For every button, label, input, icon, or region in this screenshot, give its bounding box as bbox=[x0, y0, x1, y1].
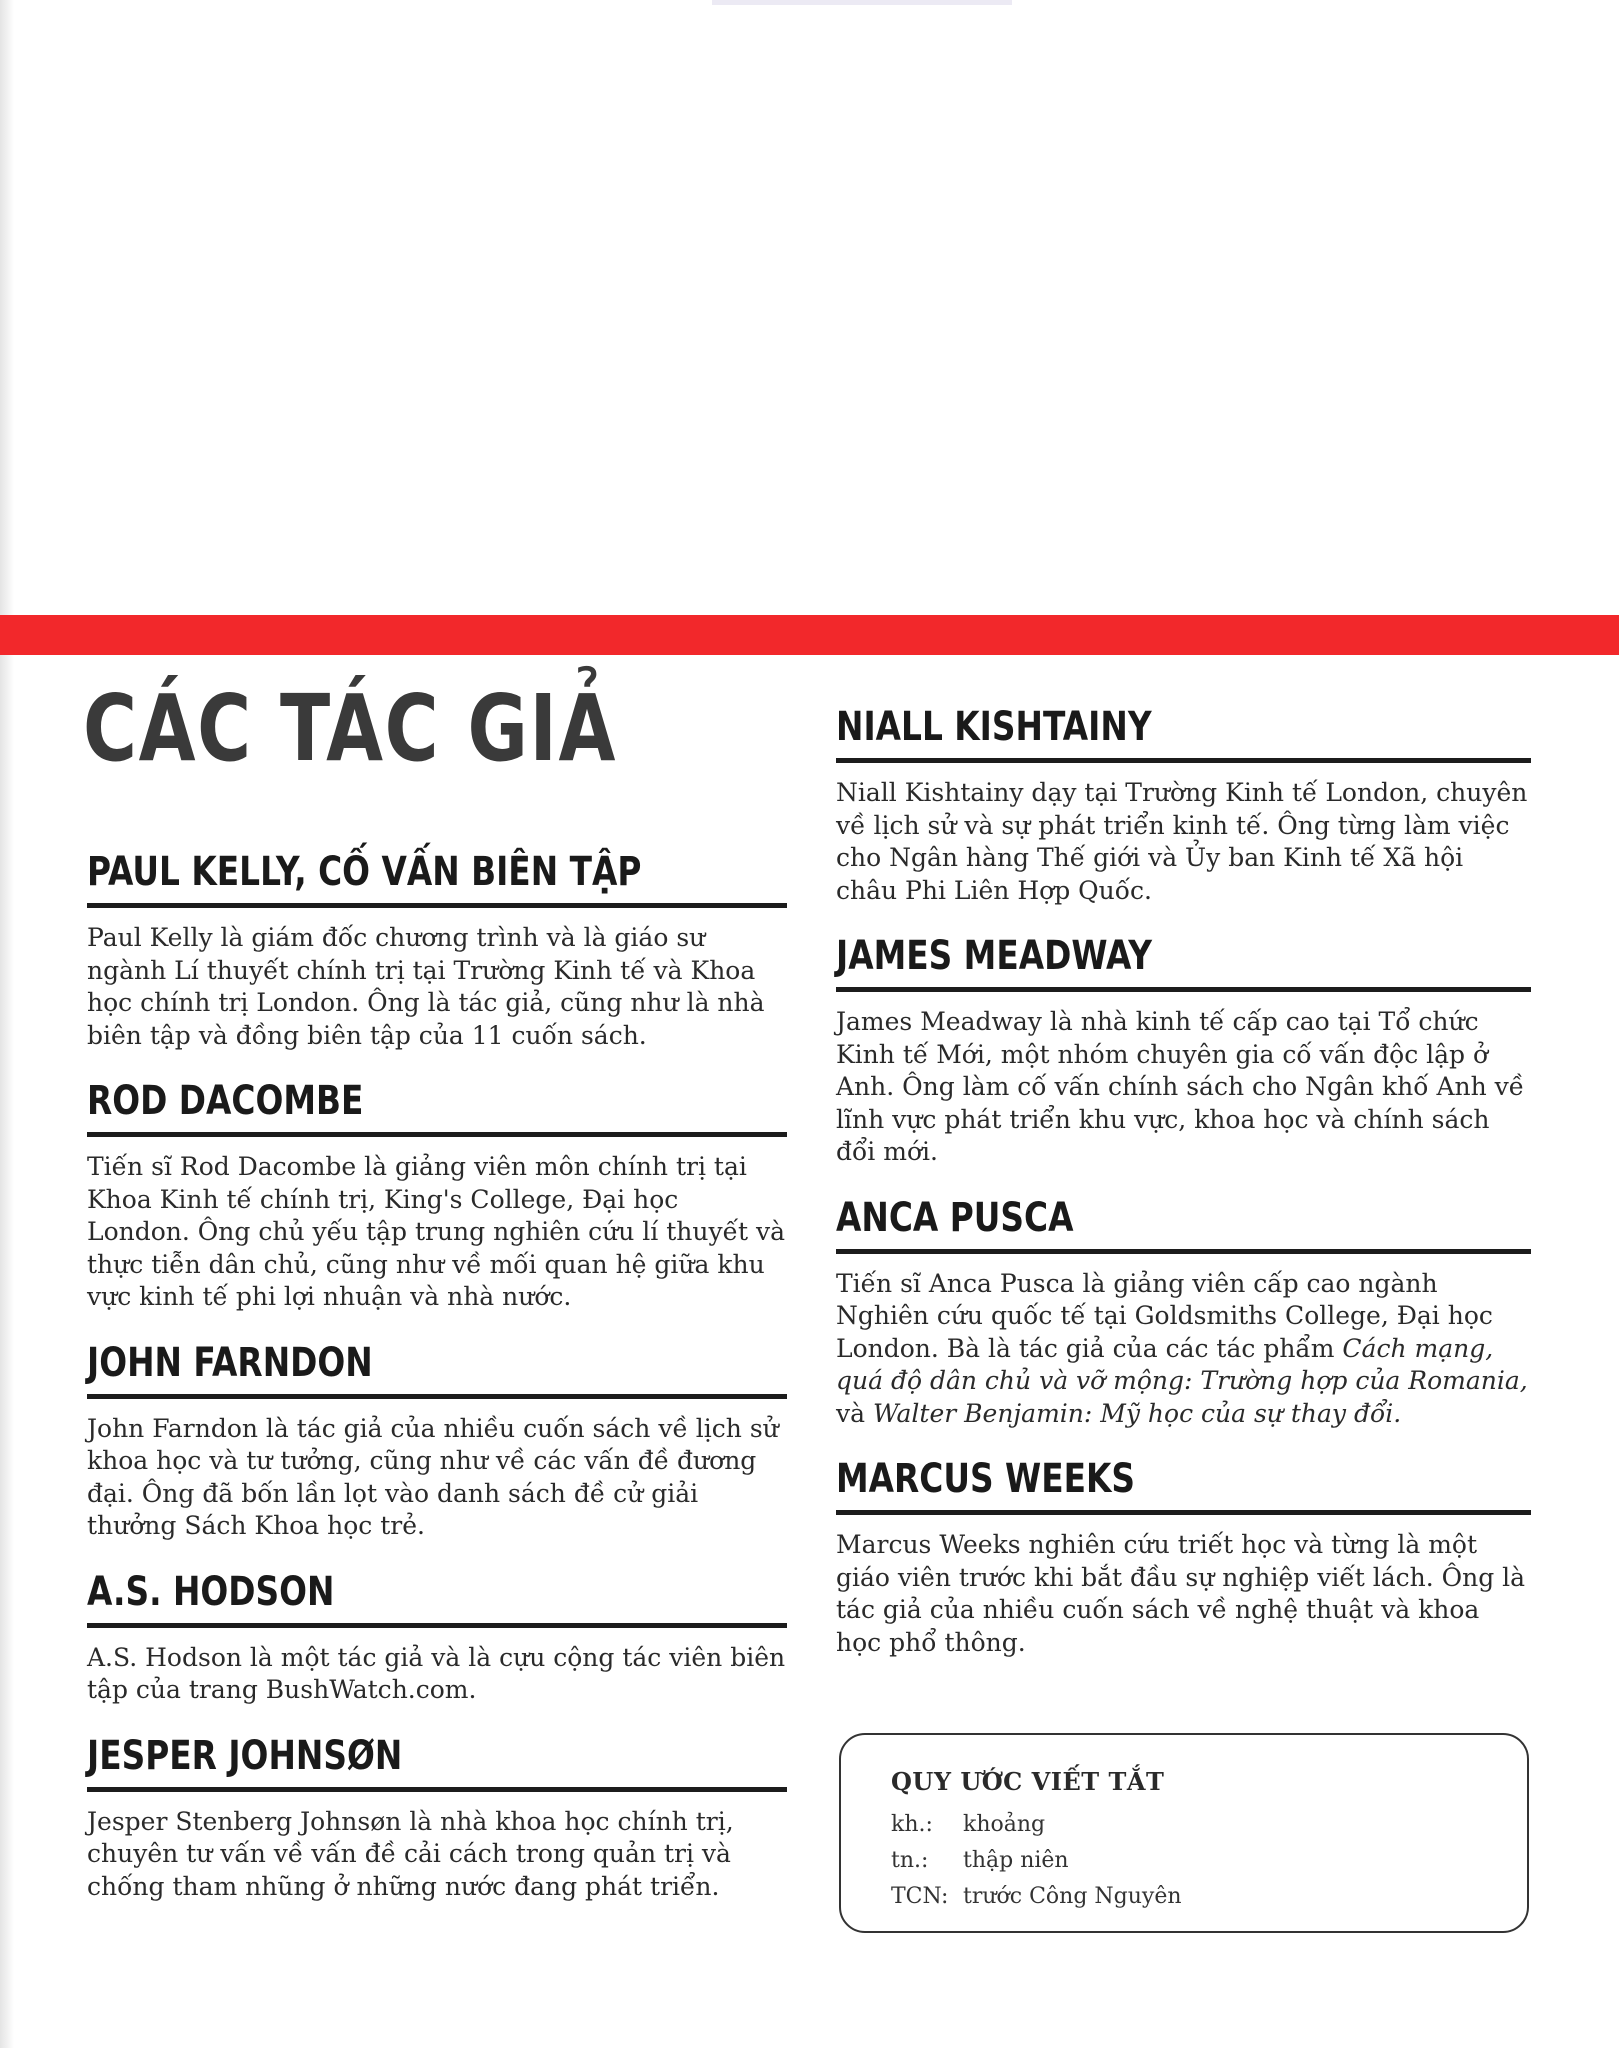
top-notch bbox=[712, 0, 1012, 5]
author-name: JOHN FARNDON bbox=[87, 1339, 373, 1386]
heading-rule bbox=[836, 987, 1531, 992]
page-title: CÁC TÁC GIẢ bbox=[83, 675, 618, 782]
author-entry bbox=[836, 1191, 1531, 1431]
heading-rule bbox=[87, 1394, 787, 1399]
author-name: JAMES MEADWAY bbox=[836, 933, 1153, 979]
abbreviation-row bbox=[891, 1884, 1182, 1909]
author-name: ANCA PUSCA bbox=[836, 1194, 1074, 1241]
heading-rule bbox=[87, 1132, 787, 1137]
bio-text: Tiến sĩ Anca Pusca là giảng viên cấp cao ngành Nghiên cứu quốc tế tại Goldsmiths College, Đại học London. Bà là tác giả của các tác phẩm bbox=[836, 1268, 1493, 1363]
author-entry bbox=[87, 1729, 787, 1904]
red-band bbox=[0, 615, 1619, 655]
author-name: MARCUS WEEKS bbox=[836, 1456, 1136, 1502]
abbreviation-row bbox=[891, 1812, 1045, 1837]
author-entry bbox=[836, 700, 1531, 907]
author-name: JESPER JOHNSØN bbox=[87, 1732, 403, 1779]
heading-rule bbox=[87, 903, 787, 908]
left-column bbox=[87, 845, 787, 1925]
author-name: A.S. HODSON bbox=[87, 1568, 335, 1615]
heading-rule bbox=[87, 1787, 787, 1792]
author-name: ROD DACOMBE bbox=[87, 1078, 364, 1124]
author-bio: Paul Kelly là giám đốc chương trình và là giáo sư ngành Lí thuyết chính trị tại Trường Kinh tế và Khoa học chính trị London. Ông là tác giả, cũng như là nhà biên tập và đồng biên tập của 11 cuốn sách. bbox=[87, 923, 765, 1050]
bio-text: và bbox=[836, 1398, 873, 1428]
book-title: Cách mạng, quá độ dân chủ và vỡ mộng: Trường hợp của Romania, bbox=[836, 1333, 1528, 1395]
abbreviation-meaning: trước Công Nguyên bbox=[963, 1884, 1182, 1909]
abbreviation-meaning: khoảng bbox=[963, 1812, 1046, 1837]
author-bio: A.S. Hodson là một tác giả và là cựu cộng tác viên biên tập của trang BushWatch.com. bbox=[87, 1642, 786, 1704]
author-bio: John Farndon là tác giả của nhiều cuốn sách về lịch sử khoa học và tư tưởng, cũng như về các vấn đề đương đại. Ông đã bốn lần lọt vào danh sách đề cử giải thưởng Sách Khoa học trẻ. bbox=[87, 1413, 779, 1540]
heading-rule bbox=[836, 1249, 1531, 1254]
author-bio: Marcus Weeks nghiên cứu triết học và từng là một giáo viên trước khi bắt đầu sự nghiệp viết lách. Ông là tác giả của nhiều cuốn sách về nghệ thuật và khoa học phổ thông. bbox=[836, 1530, 1526, 1657]
author-entry bbox=[87, 1565, 787, 1707]
author-name: PAUL KELLY, CỐ VẤN BIÊN TẬP bbox=[87, 849, 642, 895]
abbreviation-row bbox=[891, 1848, 1069, 1873]
author-entry bbox=[87, 1336, 787, 1543]
heading-rule bbox=[87, 1623, 787, 1628]
author-bio: Niall Kishtainy dạy tại Trường Kinh tế London, chuyên về lịch sử và sự phát triển kinh tế. Ông từng làm việc cho Ngân hàng Thế giới và Ủy ban Kinh tế Xã hội châu Phi Liên Hợp Quốc. bbox=[836, 778, 1528, 905]
author-entry bbox=[87, 845, 787, 1052]
abbreviation-key: tn.: bbox=[891, 1848, 929, 1873]
author-entry bbox=[836, 1452, 1531, 1659]
heading-rule bbox=[836, 1510, 1531, 1515]
author-name: NIALL KISHTAINY bbox=[836, 704, 1152, 750]
author-bio: Tiến sĩ Rod Dacombe là giảng viên môn chính trị tại Khoa Kinh tế chính trị, King's College, Đại học London. Ông chủ yếu tập trung nghiên cứu lí thuyết và thực tiễn dân chủ, cũng như về mối quan hệ giữa khu vực kinh tế phi lợi nhuận và nhà nước. bbox=[87, 1152, 786, 1311]
author-entry bbox=[836, 929, 1531, 1169]
abbreviation-key: TCN: bbox=[891, 1884, 949, 1909]
abbreviation-box bbox=[839, 1733, 1529, 1933]
author-entry bbox=[87, 1074, 787, 1314]
abbreviation-title: QUY ƯỚC VIẾT TẮT bbox=[891, 1767, 1165, 1796]
right-column bbox=[836, 700, 1531, 1681]
author-bio bbox=[836, 1268, 1531, 1431]
book-title: Walter Benjamin: Mỹ học của sự thay đổi. bbox=[872, 1398, 1402, 1428]
author-bio: James Meadway là nhà kinh tế cấp cao tại Tổ chức Kinh tế Mới, một nhóm chuyên gia cố vấn độc lập ở Anh. Ông làm cố vấn chính sách cho Ngân khố Anh về lĩnh vực phát triển khu vực, khoa học và chính sách đổi mới. bbox=[836, 1007, 1525, 1166]
page-edge-shadow bbox=[0, 0, 14, 2048]
author-bio: Jesper Stenberg Johnsøn là nhà khoa học chính trị, chuyên tư vấn về vấn đề cải cách trong quản trị và chống tham nhũng ở những nước đang phát triển. bbox=[87, 1806, 734, 1901]
abbreviation-key: kh.: bbox=[891, 1812, 933, 1837]
heading-rule bbox=[836, 758, 1531, 763]
abbreviation-meaning: thập niên bbox=[963, 1848, 1069, 1873]
